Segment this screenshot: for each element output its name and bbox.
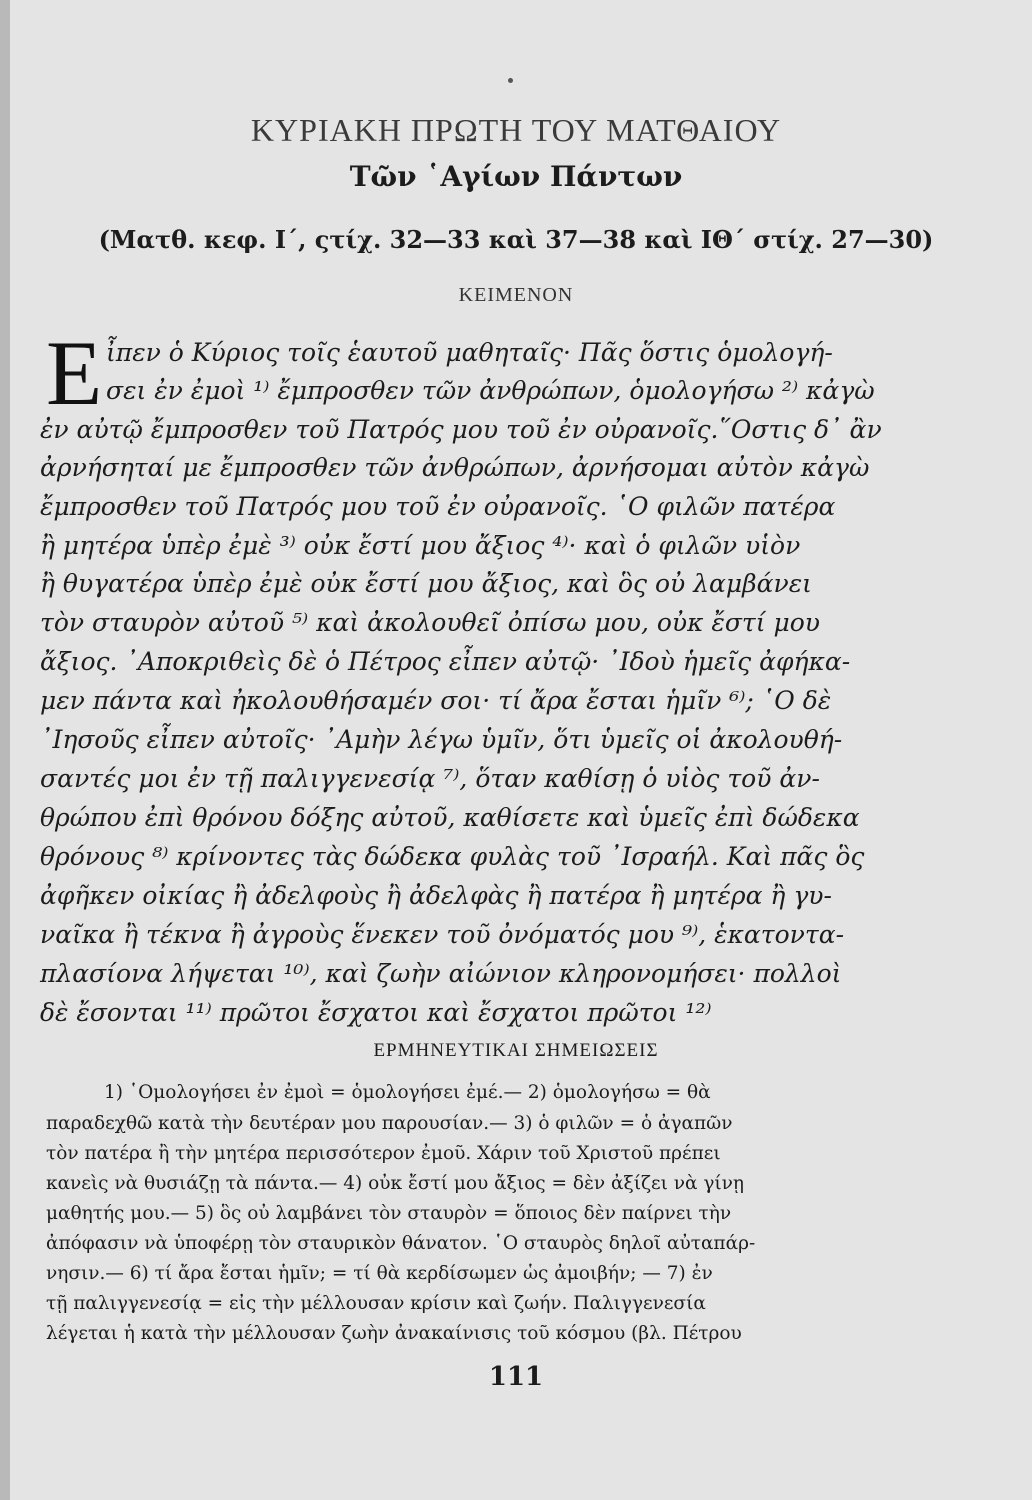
text-line: σει ἐν ἐμοὶ ¹⁾ ἔμπροσθεν τῶν ἀνθρώπων, ὁμολογήσω ²⁾ κἀγὼ: [106, 376, 875, 405]
text-line: ἀρνήσηταί με ἔμπροσθεν τῶν ἀνθρώπων, ἀρνήσομαι αὐτὸν κἀγὼ: [40, 453, 870, 482]
text-line: ἢ μητέρα ὑπὲρ ἐμὲ ³⁾ οὐκ ἔστί μου ἄξιος ⁴⁾· καὶ ὁ φιλῶν υἱὸν: [40, 531, 801, 560]
text-line: ἶπεν ὁ Κύριος τοῖς ἑαυτοῦ μαθηταῖς· Πᾶς ὅστις ὁμολογή-: [106, 338, 833, 367]
text-line: θρόνους ⁸⁾ κρίνοντες τὰς δώδεκα φυλὰς τοῦ ᾿Ισραήλ. Καὶ πᾶς ὃς: [40, 842, 865, 871]
text-line: ᾿Ιησοῦς εἶπεν αὐτοῖς· ᾿Αμὴν λέγω ὑμῖν, ὅτι ὑμεῖς οἱ ἀκολουθή-: [40, 725, 843, 754]
note-line: τῇ παλιγγενεσίᾳ = εἰς τὴν μέλλουσαν κρίσιν καὶ ζωήν. Παλιγγενεσία: [46, 1293, 706, 1314]
page-subheading: Τῶν ῾Αγίων Πάντων: [349, 160, 683, 193]
text-line: τὸν σταυρὸν αὐτοῦ ⁵⁾ καὶ ἀκολουθεῖ ὀπίσω μου, οὐκ ἔστί μου: [40, 608, 820, 637]
note-line: λέγεται ἡ κατὰ τὴν μέλλουσαν ζωὴν ἀνακαίνισις τοῦ κόσμου (βλ. Πέτρου: [46, 1323, 742, 1344]
note-line: μαθητής μου.— 5) ὃς οὐ λαμβάνει τὸν σταυρὸν = ὅποιος δὲν παίρνει τὴν: [46, 1203, 732, 1224]
text-line: ἢ θυγατέρα ὑπὲρ ἐμὲ οὐκ ἔστί μου ἄξιος, καὶ ὃς οὐ λαμβάνει: [40, 569, 812, 598]
note-line: 1) ῾Ομολογήσει ἐν ἐμοὶ = ὁμολογήσει ἐμέ.— 2) ὁμολογήσω = θὰ: [104, 1082, 711, 1103]
text-line: ναῖκα ἢ τέκνα ἢ ἀγροὺς ἕνεκεν τοῦ ὀνόματός μου ⁹⁾, ἑκατοντα-: [40, 920, 845, 949]
text-line: δὲ ἔσονται ¹¹⁾ πρῶτοι ἔσχατοι καὶ ἔσχατοι πρῶτοι ¹²⁾: [40, 998, 712, 1027]
note-line: ἀπόφασιν νὰ ὑποφέρῃ τὸν σταυρικὸν θάνατον. ῾Ο σταυρὸς δηλοῖ αὐταπάρ-: [46, 1233, 756, 1254]
ink-dot: [508, 78, 513, 83]
text-line: ἐν αὐτῷ ἔμπροσθεν τοῦ Πατρός μου τοῦ ἐν οὐρανοῖς.῞Οστις δ᾿ ἂν: [40, 415, 882, 444]
text-line: θρώπου ἐπὶ θρόνου δόξης αὐτοῦ, καθίσετε καὶ ὑμεῖς ἐπὶ δώδεκα: [40, 803, 860, 832]
notes-title: ΕΡΜΗΝΕΥΤΙΚΑΙ ΣΗΜΕΙΩΣΕΙΣ: [373, 1040, 659, 1061]
text-line: μεν πάντα καὶ ἠκολουθήσαμέν σοι· τί ἄρα ἔσται ἡμῖν ⁶⁾; ῾Ο δὲ: [40, 686, 832, 715]
page-number: 111: [488, 1362, 544, 1392]
page-heading: ΚΥΡΙΑΚΗ ΠΡΩΤΗ ΤΟΥ ΜΑΤΘΑΙΟΥ: [250, 112, 782, 148]
scripture-reference: (Ματθ. κεφ. Ι΄, ςτίχ. 32—33 καὶ 37—38 καὶ ΙΘ΄ στίχ. 27—30): [98, 225, 934, 254]
text-line: πλασίονα λήψεται ¹⁰⁾, καὶ ζωὴν αἰώνιον κληρονομήσει· πολλοὶ: [40, 959, 842, 988]
note-line: παραδεχθῶ κατὰ τὴν δευτέραν μου παρουσίαν.— 3) ὁ φιλῶν = ὁ ἀγαπῶν: [46, 1113, 733, 1134]
drop-cap: Ε: [46, 322, 103, 424]
text-line: σαντές μοι ἐν τῇ παλιγγενεσίᾳ ⁷⁾, ὅταν καθίσῃ ὁ υἱὸς τοῦ ἀν-: [40, 764, 820, 793]
note-line: τὸν πατέρα ἢ τὴν μητέρα περισσότερον ἐμοῦ. Χάριν τοῦ Χριστοῦ πρέπει: [46, 1143, 721, 1164]
text-line: ἀφῆκεν οἰκίας ἢ ἀδελφοὺς ἢ ἀδελφὰς ἢ πατέρα ἢ μητέρα ἢ γυ-: [40, 881, 832, 910]
text-line: ἄξιος. ᾿Αποκριθεὶς δὲ ὁ Πέτρος εἶπεν αὐτῷ· ᾿Ιδοὺ ἡμεῖς ἀφήκα-: [40, 647, 851, 676]
note-line: κανεὶς νὰ θυσιάζῃ τὰ πάντα.— 4) οὐκ ἔστί μου ἄξιος = δὲν ἀξίζει νὰ γίνῃ: [46, 1173, 744, 1194]
section-label: ΚΕΙΜΕΝΟΝ: [458, 284, 574, 306]
note-line: νησιν.— 6) τί ἄρα ἔσται ἡμῖν; = τί θὰ κερδίσωμεν ὡς ἀμοιβήν; — 7) ἐν: [46, 1263, 713, 1284]
text-line: ἔμπροσθεν τοῦ Πατρός μου τοῦ ἐν οὐρανοῖς. ῾Ο φιλῶν πατέρα: [40, 492, 836, 521]
